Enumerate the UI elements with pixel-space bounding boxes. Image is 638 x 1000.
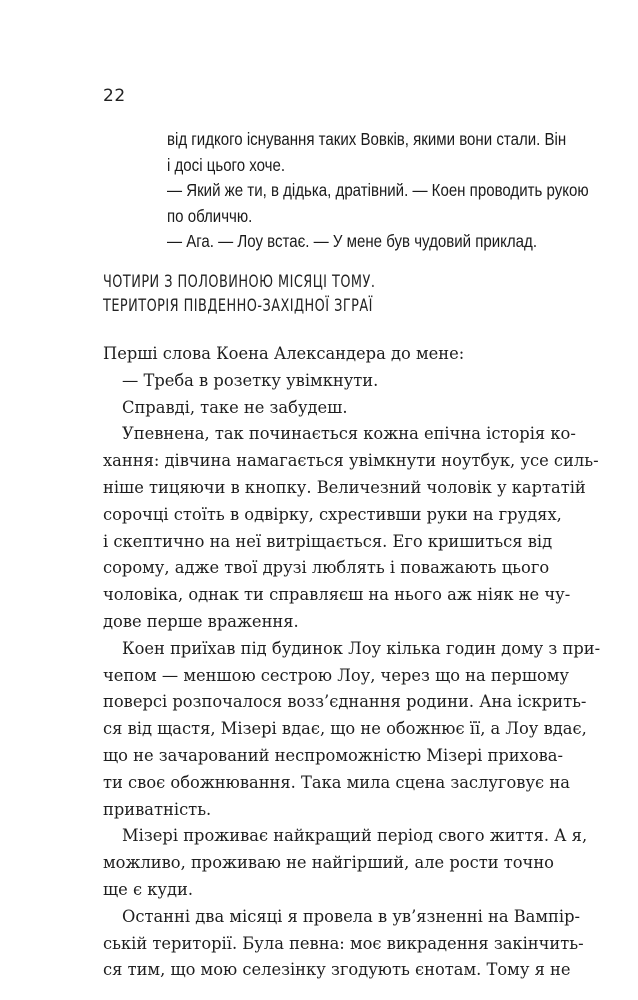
epigraph-line: — Який же ти, в дідька, дратівний. — Коен проводить рукою bbox=[167, 180, 589, 200]
paragraph-line: ти своє обожнювання. Така мила сцена заслуговує на bbox=[103, 772, 570, 792]
paragraph-line: сорому, адже твої друзі люблять і поважають цього bbox=[103, 558, 550, 578]
body-text bbox=[103, 341, 601, 984]
paragraph-line: чепом — меншою сестрою Лоу, через що на першому bbox=[103, 665, 570, 685]
section-heading-line-1: ЧОТИРИ З ПОЛОВИНОЮ МІСЯЦІ ТОМУ. bbox=[103, 272, 376, 291]
section-heading bbox=[103, 270, 446, 318]
paragraph-line: ся від щастя, Мізері вдає, що не обожнює її, а Лоу вдає, bbox=[103, 719, 587, 739]
paragraph-line: дове перше враження. bbox=[103, 611, 299, 631]
paragraph-line: і скептично на неї витріщається. Его кришиться від bbox=[103, 531, 553, 551]
paragraph-line: Упевнена, так починається кожна епічна історія ко- bbox=[122, 424, 576, 444]
paragraph-line: ще є куди. bbox=[103, 879, 194, 899]
section-heading-line-2: ТЕРИТОРІЯ ПІВДЕННО-ЗАХІДНОЇ ЗГРАЇ bbox=[103, 296, 373, 315]
paragraph-line: Справді, таке не забудеш. bbox=[122, 397, 348, 417]
paragraph-line: ській території. Була певна: моє викрадення закінчить- bbox=[103, 933, 584, 953]
epigraph-line: — Ага. — Лоу встає. — У мене був чудовий приклад. bbox=[167, 231, 538, 251]
paragraph-line: хання: дівчина намагається увімкнути ноутбук, усе силь- bbox=[103, 451, 599, 471]
epigraph-line: і досі цього хоче. bbox=[167, 154, 286, 175]
epigraph-block bbox=[167, 127, 589, 255]
epigraph-line: по обличчю. bbox=[167, 205, 253, 226]
paragraph-line: сорочці стоїть в одвірку, схрестивши руки на грудях, bbox=[103, 504, 562, 524]
paragraph-line: Останні два місяці я провела в ув’язненні на Вампір- bbox=[122, 906, 581, 926]
paragraph-line: поверсі розпочалося возз’єднання родини. Ана іскрить- bbox=[103, 692, 587, 712]
paragraph-line: Перші слова Коена Александера до мене: bbox=[103, 344, 465, 363]
paragraph-line: можливо, проживаю не найгірший, але рости точно bbox=[103, 853, 554, 873]
paragraph-line: ніше тицяючи в кнопку. Величезний чоловік у картатій bbox=[103, 477, 586, 497]
page-number: 22 bbox=[103, 86, 126, 106]
paragraph-line: — Треба в розетку увімкнути. bbox=[122, 370, 379, 390]
paragraph-line: ся тим, що мою селезінку згодують єнотам. Тому я не bbox=[103, 960, 571, 980]
paragraph-line: приватність. bbox=[103, 799, 212, 819]
paragraph-line: Коен приїхав під будинок Лоу кілька годин дому з при- bbox=[122, 638, 601, 658]
paragraph-line: чоловіка, однак ти справляєш на нього аж ніяк не чу- bbox=[103, 585, 571, 605]
paragraph-line: Мізері проживає найкращий період свого життя. А я, bbox=[122, 826, 588, 846]
paragraph-line: що не зачарований неспроможністю Мізері приховa- bbox=[103, 745, 564, 765]
epigraph-line: від гидкого існування таких Вовків, якими вони стали. Він bbox=[167, 129, 567, 149]
